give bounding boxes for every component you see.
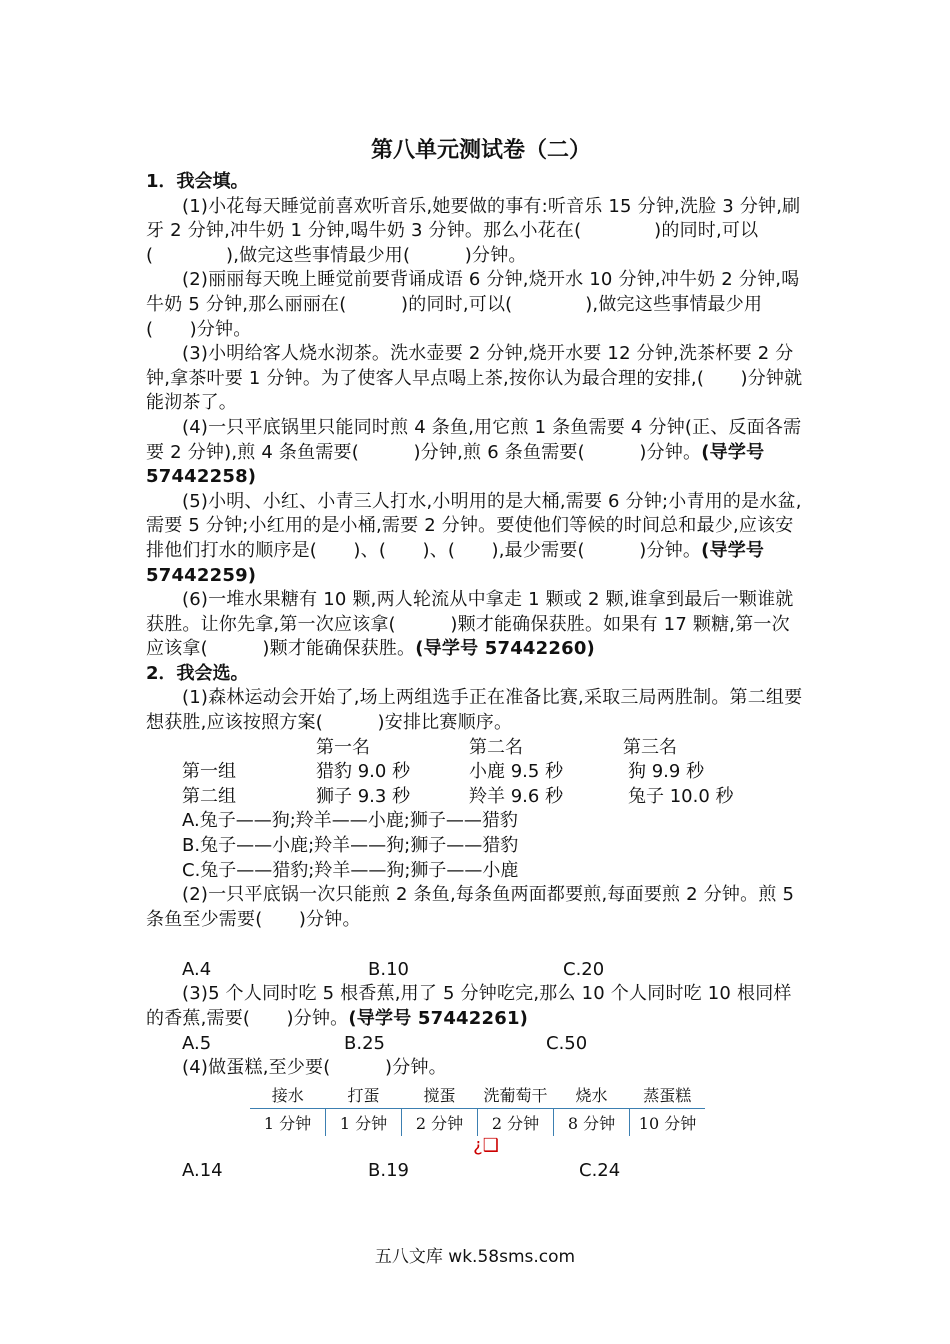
duration-cell: 1 分钟 — [263, 1113, 312, 1133]
steps-row — [250, 1081, 705, 1109]
section-1-heading: 1．我会填。 — [146, 171, 249, 192]
guide-number: (导学号 57442259) — [146, 539, 765, 586]
footer-watermark: 五八文库 wk.58sms.com — [374, 1247, 576, 1267]
group-name: 第二组 — [182, 785, 236, 807]
question-1-1: (1)小花每天睡觉前喜欢听音乐,她要做的事有:听音乐 15 分钟,洗脸 3 分钟,刷牙 2 分钟,冲牛奶 1 分钟,喝牛奶 3 分钟。那么小花在( )的同时,可以( ),做完这些事情最少用( )分钟。 — [146, 195, 801, 266]
question-text: (6)一堆水果糖有 10 颗,两人轮流从中拿走 1 颗或 2 颗,谁拿到最后一颗谁就获胜。让你先拿,第一次应该拿( )颗才能确保获胜。如果有 17 颗糖,第一次应该拿( )颗才能确保获胜。 — [146, 589, 794, 660]
group-entry: 猎豹 9.0 秒 — [316, 761, 411, 783]
rank-label: 第一名 — [316, 736, 370, 758]
option-b: B.兔子——小鹿;羚羊——狗;狮子——猎豹 — [182, 835, 519, 857]
guide-number: (导学号 57442260) — [415, 638, 595, 660]
option-c: C.兔子——猎豹;羚羊——狗;狮子——小鹿 — [182, 859, 519, 881]
duration-cell: 10 分钟 — [630, 1108, 706, 1136]
question-1-4 — [146, 416, 806, 490]
duration-cell: 2 分钟 — [402, 1108, 478, 1136]
option-b: B.25 — [344, 1033, 385, 1055]
group-row — [146, 760, 806, 785]
option-a: A.5 — [182, 1033, 212, 1055]
question-1-5 — [146, 490, 806, 588]
question-2-1: (1)森林运动会开始了,场上两组选手正在准备比赛,采取三局两胜制。第二组要想获胜,应该按照方案( )安排比赛顺序。 — [146, 687, 803, 734]
group-entry: 小鹿 9.5 秒 — [469, 761, 564, 783]
duration-cell: 8 分钟 — [554, 1108, 630, 1136]
group-row — [146, 785, 806, 810]
option-b: B.10 — [368, 959, 409, 980]
question-2-4-options — [146, 1158, 806, 1183]
cake-steps-table — [250, 1081, 705, 1136]
question-2-3 — [146, 982, 806, 1031]
question-1-2: (2)丽丽每天晚上睡觉前要背诵成语 6 分钟,烧开水 10 分钟,冲牛奶 2 分钟,喝牛奶 5 分钟,那么丽丽在( )的同时,可以( ),做完这些事情最少用( )分钟。 — [146, 269, 800, 340]
ranking-header — [146, 736, 806, 761]
rank-label: 第二名 — [469, 736, 523, 758]
page-title: 第八单元测试卷（二） — [370, 137, 591, 163]
question-text: (5)小明、小红、小青三人打水,小明用的是大桶,需要 6 分钟;小青用的是水盆,需要 5 分钟;小红用的是小桶,需要 2 分钟。要使他们等候的时间总和最少,应该安排他们打水的顺序是( )、( )、( ),最少需要( )分钟。 — [146, 490, 802, 561]
stray-glyph: ¿❑ — [473, 1134, 499, 1156]
step-cell: 烧水 — [554, 1081, 630, 1109]
question-1-6 — [146, 588, 806, 662]
question-2-2-options — [146, 957, 806, 982]
group-entry: 狮子 9.3 秒 — [316, 785, 411, 807]
section-2-heading: 2．我会选。 — [146, 662, 249, 684]
step-cell: 接水 — [250, 1081, 326, 1109]
group-name: 第一组 — [182, 761, 236, 783]
option-a: A.4 — [182, 959, 212, 980]
step-cell: 洗葡萄干 — [478, 1081, 554, 1109]
duration-cell: 2 分钟 — [478, 1108, 554, 1136]
question-1-3: (3)小明给客人烧水沏茶。洗水壶要 2 分钟,烧开水要 12 分钟,洗茶杯要 2 分钟,拿茶叶要 1 分钟。为了使客人早点喝上茶,按你认为最合理的安排,( )分钟就能沏茶了。 — [146, 343, 803, 414]
step-cell: 蒸蛋糕 — [630, 1081, 706, 1109]
duration-cell: 1 分钟 — [326, 1108, 402, 1136]
worksheet — [146, 130, 806, 1183]
guide-number: (导学号 57442261) — [348, 1007, 529, 1029]
option-c: C.50 — [546, 1033, 588, 1055]
option-b: B.19 — [368, 1159, 409, 1181]
option-a: A.兔子——狗;羚羊——小鹿;狮子——猎豹 — [182, 810, 518, 832]
question-text: (3)5 个人同时吃 5 根香蕉,用了 5 分钟吃完,那么 10 个人同时吃 10 根同样的香蕉,需要( )分钟。 — [146, 983, 792, 1029]
rank-label: 第三名 — [623, 736, 677, 758]
group-entry: 兔子 10.0 秒 — [628, 785, 734, 807]
guide-number: (导学号 57442258) — [146, 441, 765, 488]
option-a: A.14 — [182, 1159, 223, 1181]
group-entry: 羚羊 9.6 秒 — [469, 785, 564, 807]
step-cell: 搅蛋 — [402, 1081, 478, 1109]
question-2-2: (2)一只平底锅一次只能煎 2 条鱼,每条鱼两面都要煎,每面要煎 2 分钟。煎 5 条鱼至少需要( )分钟。 — [146, 884, 795, 930]
question-2-3-options — [146, 1031, 806, 1056]
spacer — [146, 932, 806, 957]
question-text: (4)一只平底锅里只能同时煎 4 条鱼,用它煎 1 条鱼需要 4 分钟(正、反面各需要 2 分钟),煎 4 条鱼需要( )分钟,煎 6 条鱼需要( )分钟。 — [146, 416, 802, 463]
group-entry: 狗 9.9 秒 — [628, 761, 705, 783]
step-cell: 打蛋 — [326, 1081, 402, 1109]
question-2-4: (4)做蛋糕,至少要( )分钟。 — [182, 1057, 447, 1079]
durations-row — [250, 1108, 705, 1136]
option-c: C.20 — [563, 959, 605, 980]
option-c: C.24 — [579, 1159, 621, 1181]
